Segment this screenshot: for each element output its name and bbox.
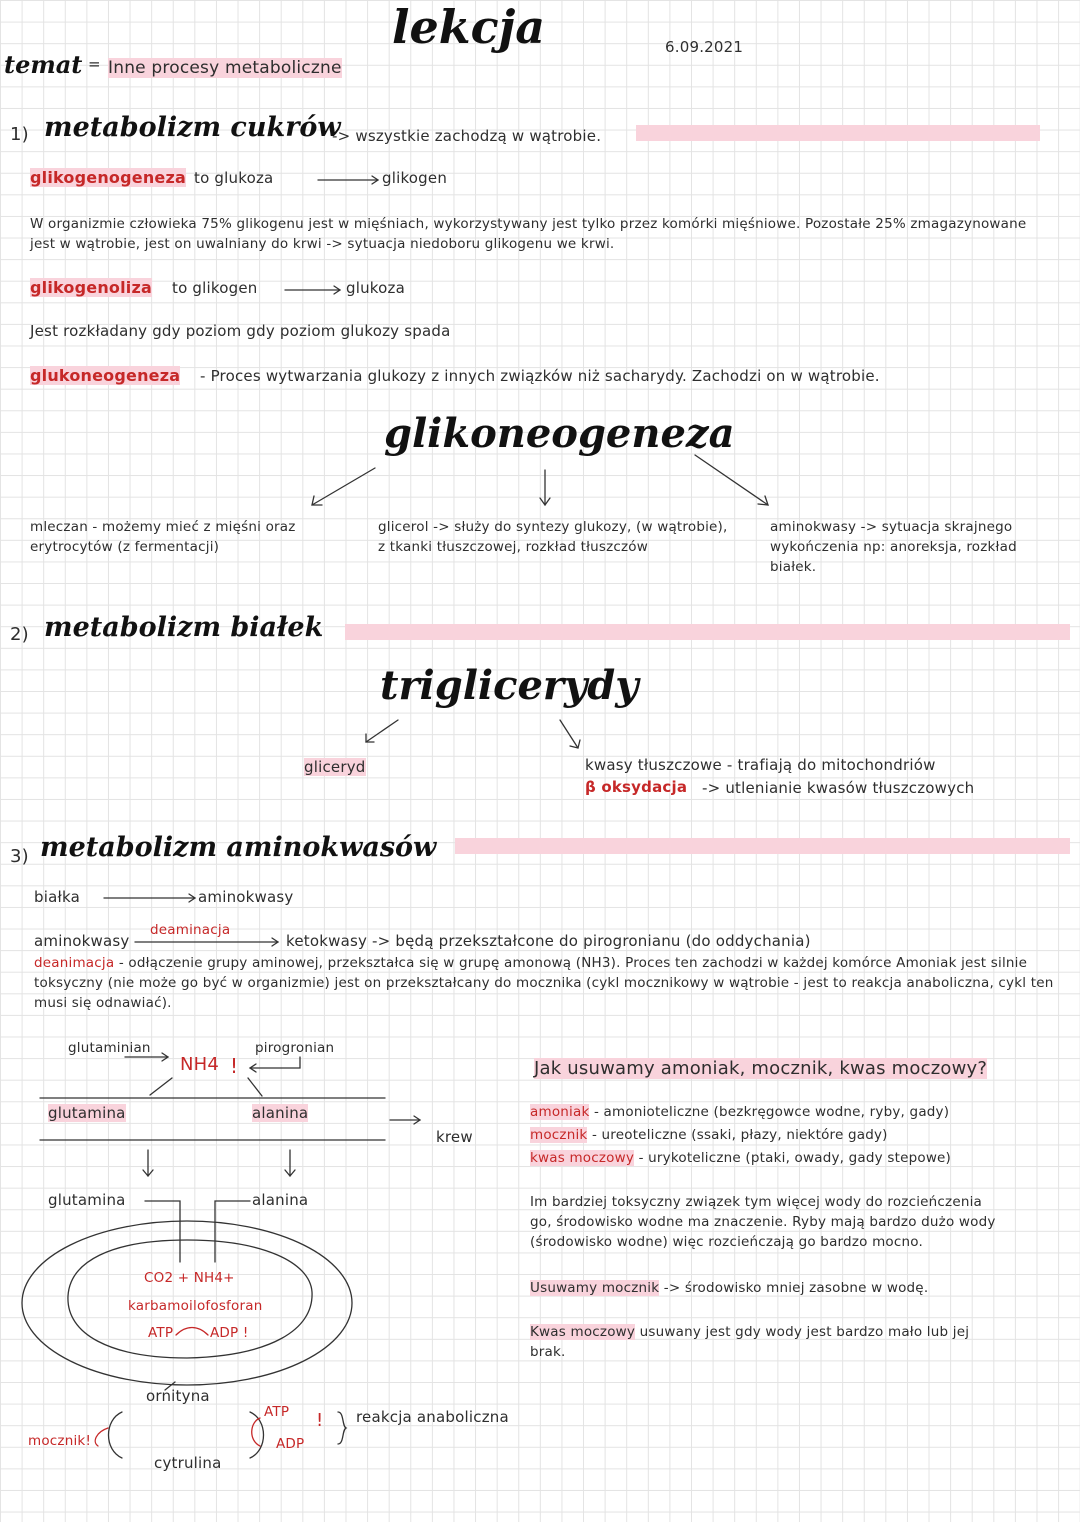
section2-heading: metabolizm białek <box>44 612 324 643</box>
pirogronian: pirogronian <box>255 1040 335 1056</box>
beta-oksydacja-desc: -> utlenianie kwasów tłuszczowych <box>702 779 975 797</box>
ornityna: ornityna <box>146 1387 210 1405</box>
glikogenoliza-mid: to glikogen <box>172 279 258 297</box>
term-kwas-moczowy-usuwany: Kwas moczowy <box>530 1324 636 1340</box>
term-mocznik: mocznik <box>530 1127 588 1143</box>
excretion-item-mocznik <box>530 1127 888 1143</box>
term-usuwamy-mocznik: Usuwamy mocznik <box>530 1280 660 1296</box>
glikogenogeneza-mid: to glukoza <box>194 169 274 187</box>
kwas-moczowy-paragraph <box>530 1322 1000 1362</box>
usuwamy-mocznik-desc: -> środowisko mniej zasobne w wodę. <box>663 1280 929 1296</box>
section1-heading: metabolizm cukrów <box>44 112 341 143</box>
arrow-to-gliceryd <box>366 720 398 742</box>
term-beta-oksydacja: β oksydacja <box>585 778 688 796</box>
aminokwasy-product: aminokwasy <box>198 888 294 906</box>
amoniak-desc: - amonioteliczne (bezkręgowce wodne, ryby, gady) <box>593 1104 950 1120</box>
glikogenogeneza-result: glikogen <box>382 169 448 187</box>
atp-label-2: ATP <box>264 1404 290 1420</box>
term-deanimacja: deanimacja <box>34 955 115 971</box>
section3-number: 3) <box>10 846 29 867</box>
heading-highlight <box>455 838 1070 854</box>
temat-separator: = <box>88 55 101 73</box>
kwasy-tluszczowe: kwasy tłuszczowe - trafiają do mitochondriów <box>585 756 936 774</box>
mocznik-product: mocznik! <box>28 1433 92 1449</box>
page-title: lekcja <box>392 0 546 54</box>
temat-label: temat <box>4 50 83 79</box>
excretion-item-kwas-moczowy <box>530 1150 951 1166</box>
aminokwasy-source: aminokwasy <box>34 932 130 950</box>
glukoneogeneza-desc: - Proces wytwarzania glukozy z innych związków niż sacharydy. Zachodzi on w wątrobie. <box>200 367 880 385</box>
term-kwas-moczowy: kwas moczowy <box>530 1150 635 1166</box>
diagram-title-triglicerydy: triglicerydy <box>380 662 639 709</box>
alanina-top: alanina <box>252 1104 309 1122</box>
alanina-connector <box>215 1201 250 1262</box>
co2-nh4: CO2 + NH4+ <box>144 1270 235 1286</box>
section3-heading: metabolizm aminokwasów <box>40 832 437 863</box>
glutaminian: glutaminian <box>68 1040 151 1056</box>
arrow-pirogronian <box>250 1057 300 1068</box>
mocznik-desc: - ureoteliczne (ssaki, płazy, niektóre gady) <box>591 1127 888 1143</box>
arrow-to-mleczan <box>312 468 375 505</box>
nh4-label: NH4 <box>180 1054 220 1075</box>
glycogen-breakdown-note: Jest rozkładany gdy poziom gdy poziom glukozy spada <box>30 322 451 340</box>
deaminacja-paragraph <box>34 953 1054 1013</box>
gliceryd: gliceryd <box>304 758 366 776</box>
topic: Inne procesy metaboliczne <box>108 58 342 78</box>
arrow-to-glutamina <box>150 1078 172 1095</box>
date: 6.09.2021 <box>665 38 744 56</box>
alanina-bottom: alanina <box>252 1191 309 1209</box>
nh4-exclamation: ! <box>230 1054 239 1078</box>
section2-number: 2) <box>10 624 29 645</box>
branch-glicerol: glicerol -> służy do syntezy glukozy, (w wątrobie), z tkanki tłuszczowej, rozkład tłuszczów <box>378 519 728 555</box>
term-amoniak: amoniak <box>530 1104 590 1120</box>
arrow-to-alanina <box>248 1078 262 1096</box>
cytrulina: cytrulina <box>154 1454 222 1472</box>
glikogenoliza-result: glukoza <box>346 279 405 297</box>
glutamina-connector <box>145 1201 180 1262</box>
atp-label: ATP <box>148 1325 174 1341</box>
arrow-to-kwasy <box>560 720 578 748</box>
term-glikogenoliza: glikogenoliza <box>30 278 152 297</box>
diagram-title-glikoneogeneza: glikoneogeneza <box>384 410 735 457</box>
arrow-to-aminokwasy <box>695 455 768 505</box>
kwas-moczowy-usuwany-desc: usuwany jest gdy wody jest bardzo mało lub jej brak. <box>530 1324 970 1360</box>
krew: krew <box>436 1128 473 1146</box>
kwas-moczowy-desc: - urykoteliczne (ptaki, owady, gady stepowe) <box>638 1150 952 1166</box>
reakcja-anaboliczna: reakcja anaboliczna <box>356 1408 509 1426</box>
brace <box>338 1412 346 1444</box>
cycle-right-arc <box>250 1412 264 1458</box>
section1-number: 1) <box>10 124 29 145</box>
glycogen-paragraph: W organizmie człowieka 75% glikogenu jest w mięśniach, wykorzystywany jest tylko przez komórki mięśniowe. Pozostałe 25% zmagazynowane jest w wątrobie, jest on uwalniany do krwi -> sytuacja niedoboru glikogenu we krwi. <box>30 216 1027 252</box>
deaminacja-label: deaminacja <box>150 922 231 938</box>
section1-note: -> wszystkie zachodzą w wątrobie. <box>332 127 602 145</box>
question-heading: Jak usuwamy amoniak, mocznik, kwas moczowy? <box>534 1058 988 1079</box>
glutamina-top: glutamina <box>48 1104 126 1122</box>
karbamoilofosforan: karbamoilofosforan <box>128 1298 263 1314</box>
heading-highlight <box>636 125 1040 141</box>
deanimacja-desc: - odłączenie grupy aminowej, przekształca się w grupę amonową (NH3). Proces ten zachodzi w każdej komórce Amoniak jest silnie toksyczny (nie może go być w organizmie) jest on przekształcany do mocznika (cykl mocznikowy w wątrobie - jest to reakcja anaboliczna, cykl ten musi się odnawiać). <box>34 955 1054 1011</box>
glutamina-bottom: glutamina <box>48 1191 126 1209</box>
excretion-item-amoniak <box>530 1104 949 1120</box>
adp-label-2: ADP <box>276 1436 305 1452</box>
mocznik-paragraph <box>530 1278 990 1298</box>
ketokwasy: ketokwasy -> będą przekształcone do pirogronianu (do oddychania) <box>286 932 811 950</box>
atp-exclamation: ! <box>316 1410 324 1431</box>
toxicity-paragraph: Im bardziej toksyczny związek tym więcej wody do rozcieńczenia go, środowisko wodne ma znaczenie. Ryby mają bardzo dużo wody (środowisko wodne) więc rozcieńczają go bardzo mocno. <box>530 1194 996 1250</box>
term-glikogenogeneza: glikogenogeneza <box>30 168 186 187</box>
bialka: białka <box>34 888 80 906</box>
branch-mleczan: mleczan - możemy mieć z mięśni oraz erytrocytów (z fermentacji) <box>30 519 296 555</box>
term-glukoneogeneza: glukoneogeneza <box>30 366 181 385</box>
heading-highlight <box>345 624 1070 640</box>
branch-aminokwasy: aminokwasy -> sytuacja skrajnego wykończenia np: anoreksja, rozkład białek. <box>770 519 1017 575</box>
cycle-left-arc <box>109 1412 123 1458</box>
adp-label: ADP ! <box>210 1325 249 1341</box>
